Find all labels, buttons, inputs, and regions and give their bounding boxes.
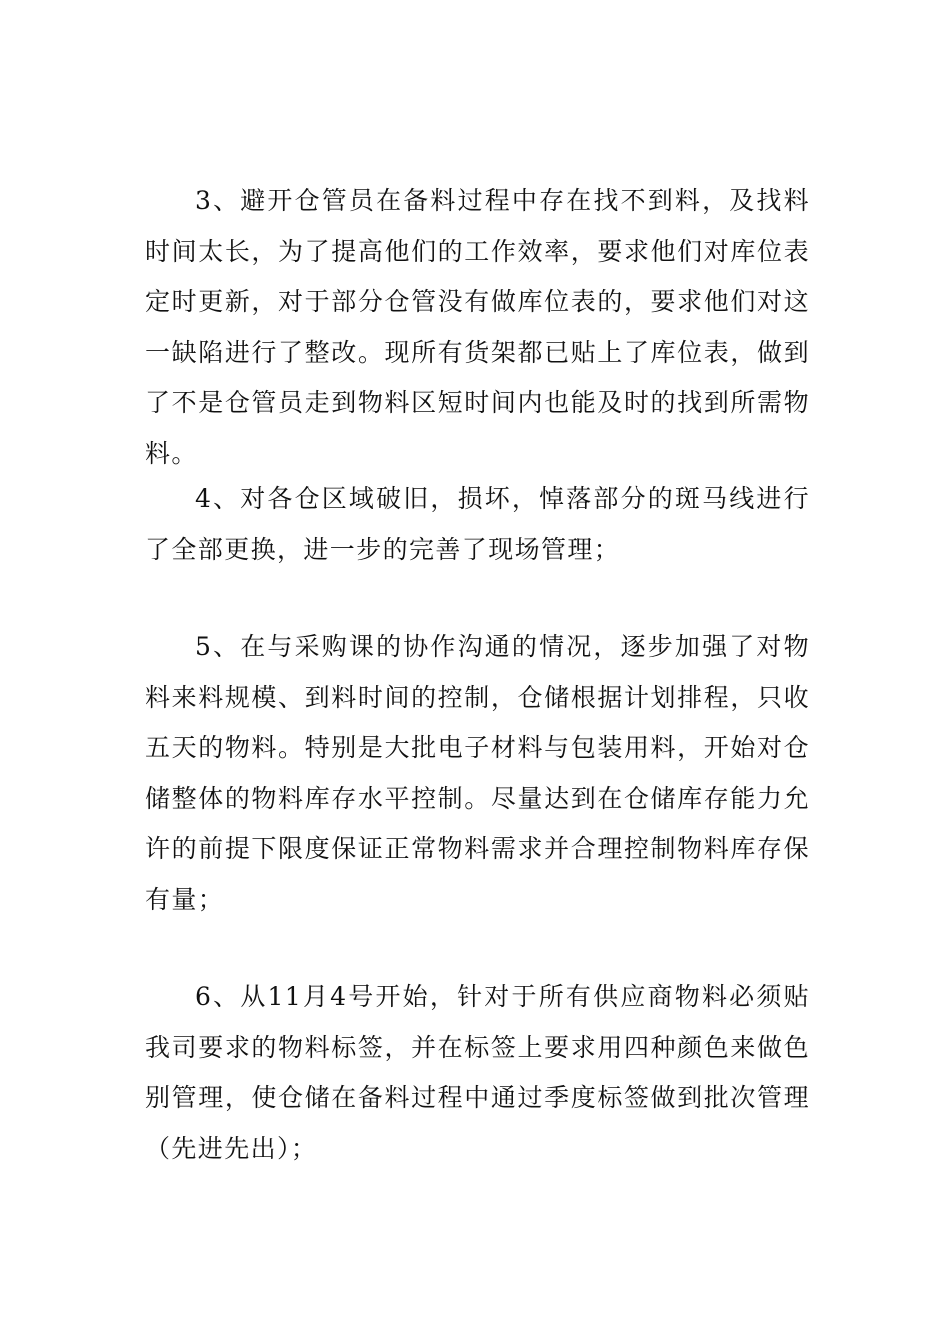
paragraph-item-4: 4、对各仓区域破旧，损坏，悼落部分的斑马线进行了全部更换，进一步的完善了现场管理；: [145, 484, 810, 564]
paragraph-item-3: 3、避开仓管员在备料过程中存在找不到料，及找料时间太长，为了提高他们的工作效率，要求他们对库位表定时更新，对于部分仓管没有做库位表的，要求他们对这一缺陷进行了整改。现所有货架都已贴上了库位表，做到了不是仓管员走到物料区短时间内也能及时的找到所需物料。: [145, 186, 810, 468]
paragraph-item-6: 6、从11月4号开始，针对于所有供应商物料必须贴我司要求的物料标签，并在标签上要求用四种颜色来做色别管理，使仓储在备料过程中通过季度标签做到批次管理（先进先出）；: [145, 982, 810, 1163]
paragraph-item-5: 5、在与采购课的协作沟通的情况，逐步加强了对物料来料规模、到料时间的控制，仓储根据计划排程，只收五天的物料。特别是大批电子材料与包装用料，开始对仓储整体的物料库存水平控制。尽量达到在仓储库存能力允许的前提下限度保证正常物料需求并合理控制物料库存保有量；: [145, 632, 810, 914]
